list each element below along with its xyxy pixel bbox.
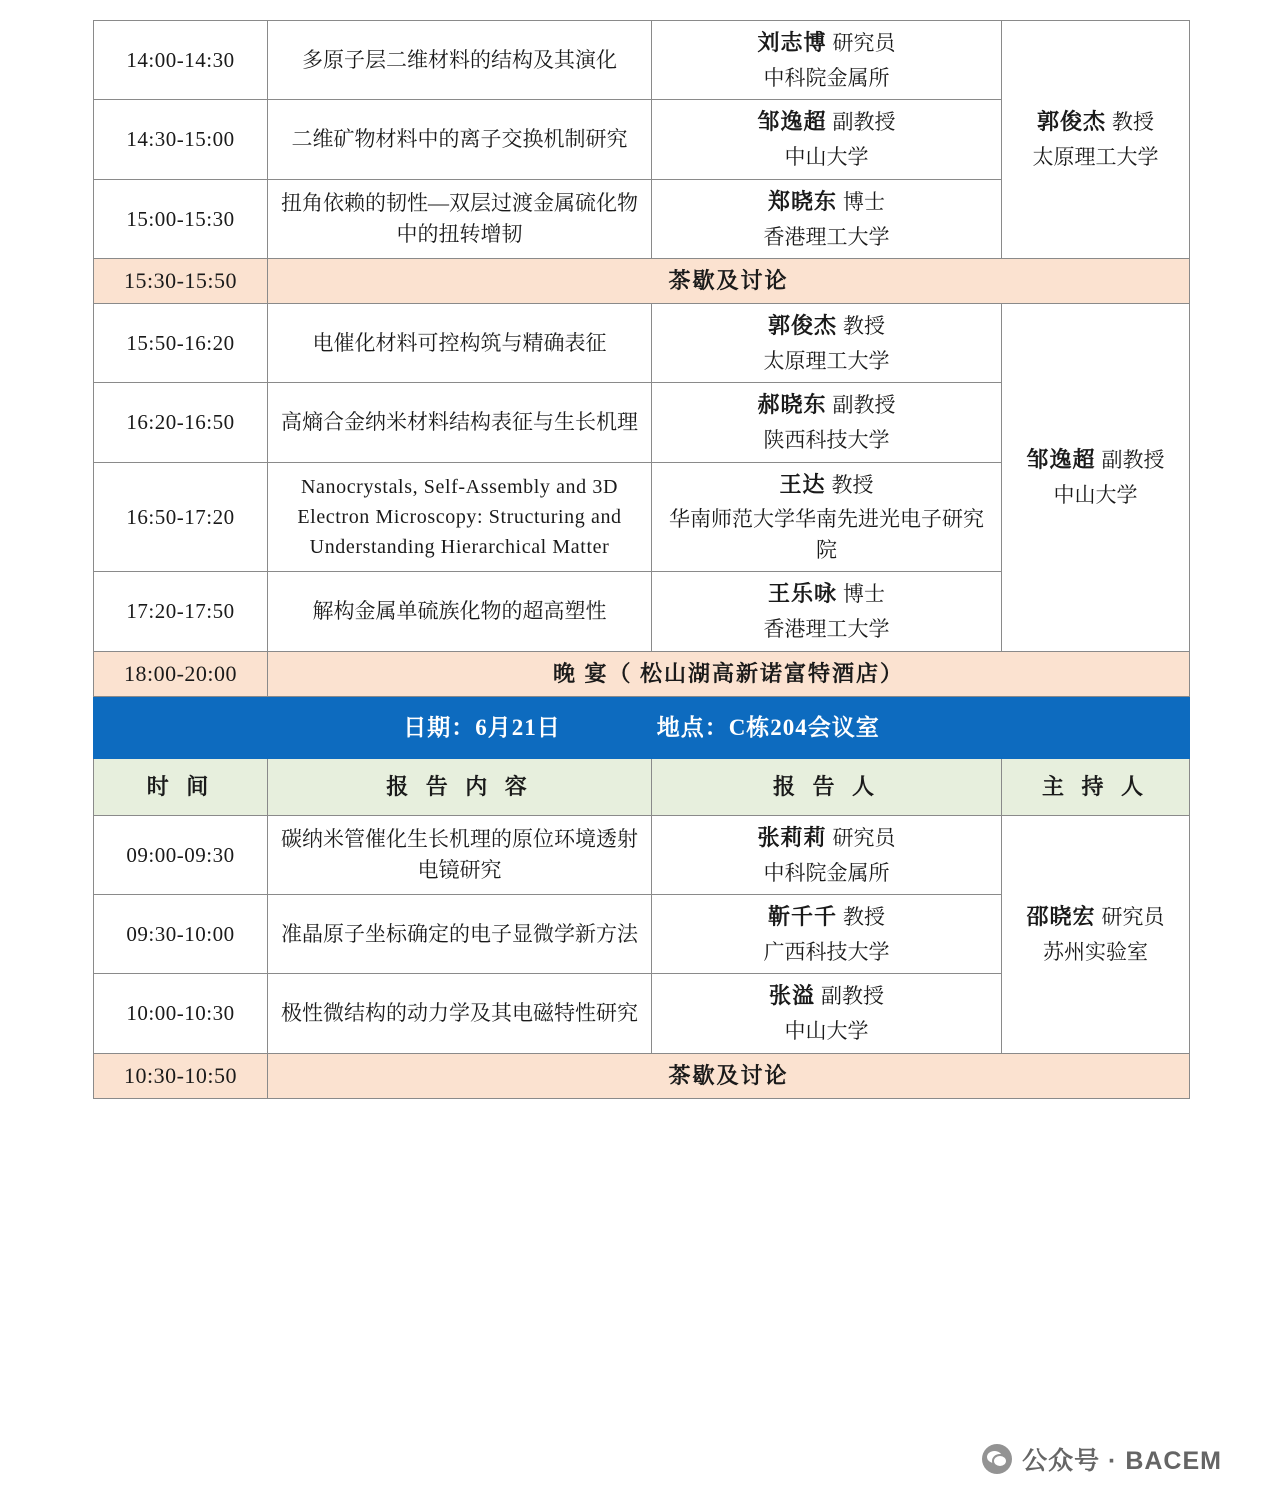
time-cell: 09:00-09:30 [94, 815, 268, 894]
topic-cell: 准晶原子坐标确定的电子显微学新方法 [268, 895, 652, 974]
day2-banner-row [94, 696, 1190, 758]
chair-cell [1002, 303, 1190, 651]
time-cell: 18:00-20:00 [94, 651, 268, 696]
speaker-affiliation: 太原理工大学 [763, 348, 890, 373]
table-row [94, 303, 1190, 382]
speaker-title: 副教授 [832, 393, 896, 418]
chair-title: 研究员 [1101, 905, 1165, 930]
speaker-name: 王达 [779, 471, 826, 497]
speaker-cell [652, 462, 1002, 572]
column-header-chair: 主 持 人 [1002, 758, 1190, 815]
speaker-cell [652, 572, 1002, 651]
topic-cell: 极性微结构的动力学及其电磁特性研究 [268, 974, 652, 1053]
speaker-affiliation: 中山大学 [784, 1019, 869, 1044]
time-cell: 10:30-10:50 [94, 1053, 268, 1098]
day2-banner [94, 696, 1190, 758]
dinner-row [94, 651, 1190, 696]
time-cell: 09:30-10:00 [94, 895, 268, 974]
day2-date: 日期：6月21日 [403, 714, 561, 740]
chair-name: 邹逸超 [1026, 447, 1096, 473]
time-cell: 17:20-17:50 [94, 572, 268, 651]
speaker-title: 研究员 [832, 31, 896, 55]
day2-venue: 地点：C栋204会议室 [656, 714, 880, 740]
topic-cell: 解构金属单硫族化物的超高塑性 [268, 572, 652, 651]
speaker-cell [652, 815, 1002, 894]
speaker-title: 教授 [843, 905, 885, 930]
speaker-affiliation: 华南师范大学华南先进光电子研究院 [669, 507, 984, 562]
topic-cell: 高熵合金纳米材料结构表征与生长机理 [268, 383, 652, 462]
speaker-affiliation: 中科院金属所 [763, 65, 890, 90]
time-cell: 15:30-15:50 [94, 258, 268, 303]
dinner-label: 晚 宴（ 松山湖高新诺富特酒店） [268, 651, 1190, 696]
time-cell: 15:00-15:30 [94, 179, 268, 258]
chair-affiliation: 苏州实验室 [1043, 939, 1148, 964]
speaker-name: 王乐咏 [767, 581, 837, 607]
speaker-title: 教授 [843, 313, 885, 338]
topic-cell: Nanocrystals, Self-Assembly and 3D Electron Microscopy: Structuring and Understanding Hierarchical Matter [268, 462, 652, 572]
conference-schedule-page [93, 20, 1189, 1099]
speaker-name: 张莉莉 [757, 824, 827, 850]
break-row [94, 258, 1190, 303]
speaker-cell [652, 383, 1002, 462]
speaker-title: 副教授 [832, 110, 896, 135]
chair-affiliation: 太原理工大学 [1032, 145, 1159, 170]
speaker-name: 郭俊杰 [767, 312, 837, 338]
time-cell: 10:00-10:30 [94, 974, 268, 1053]
speaker-affiliation: 广西科技大学 [763, 939, 890, 964]
speaker-name: 邹逸超 [757, 109, 827, 135]
speaker-cell [652, 974, 1002, 1053]
break-row [94, 1053, 1190, 1098]
chair-name: 邵晓宏 [1026, 904, 1096, 930]
speaker-title: 博士 [843, 189, 885, 214]
chair-title: 教授 [1112, 110, 1154, 135]
speaker-name: 张溢 [768, 983, 815, 1009]
speaker-affiliation: 中山大学 [784, 145, 869, 170]
speaker-name: 郝晓东 [757, 392, 827, 418]
speaker-name: 郑晓东 [767, 188, 837, 214]
speaker-title: 研究员 [832, 825, 896, 850]
speaker-title: 博士 [843, 582, 885, 607]
topic-cell: 多原子层二维材料的结构及其演化 [268, 21, 652, 100]
speaker-name: 刘志博 [757, 30, 827, 55]
speaker-cell [652, 100, 1002, 179]
speaker-title: 教授 [831, 472, 874, 497]
topic-cell: 二维矿物材料中的离子交换机制研究 [268, 100, 652, 179]
time-cell: 14:00-14:30 [94, 21, 268, 100]
chair-affiliation: 中山大学 [1053, 482, 1138, 507]
topic-cell: 电催化材料可控构筑与精确表征 [268, 303, 652, 382]
column-header-time: 时 间 [94, 758, 268, 815]
table-row [94, 21, 1190, 100]
chair-name: 郭俊杰 [1036, 109, 1106, 135]
time-cell: 16:50-17:20 [94, 462, 268, 572]
chair-cell [1002, 21, 1190, 259]
column-header-row [94, 758, 1190, 815]
speaker-affiliation: 中科院金属所 [763, 860, 890, 885]
column-header-topic: 报 告 内 容 [268, 758, 652, 815]
time-cell: 16:20-16:50 [94, 383, 268, 462]
time-cell: 14:30-15:00 [94, 100, 268, 179]
chair-cell [1002, 815, 1190, 1053]
topic-cell: 碳纳米管催化生长机理的原位环境透射电镜研究 [268, 815, 652, 894]
speaker-affiliation: 香港理工大学 [763, 617, 890, 642]
table-row [94, 815, 1190, 894]
chair-title: 副教授 [1101, 448, 1165, 473]
speaker-cell [652, 21, 1002, 100]
column-header-speaker: 报 告 人 [652, 758, 1002, 815]
watermark [982, 1441, 1222, 1477]
speaker-cell [652, 895, 1002, 974]
break-label: 茶歇及讨论 [268, 258, 1190, 303]
speaker-affiliation: 陕西科技大学 [763, 428, 890, 453]
wechat-icon [982, 1444, 1012, 1474]
speaker-name: 靳千千 [767, 904, 837, 930]
speaker-title: 副教授 [821, 984, 884, 1009]
speaker-cell [652, 179, 1002, 258]
break-label: 茶歇及讨论 [268, 1053, 1190, 1098]
speaker-cell [652, 303, 1002, 382]
topic-cell: 扭角依赖的韧性—双层过渡金属硫化物中的扭转增韧 [268, 179, 652, 258]
schedule-table [93, 20, 1190, 1099]
time-cell: 15:50-16:20 [94, 303, 268, 382]
speaker-affiliation: 香港理工大学 [763, 224, 890, 249]
watermark-text: 公众号 · BACEM [1022, 1447, 1222, 1475]
